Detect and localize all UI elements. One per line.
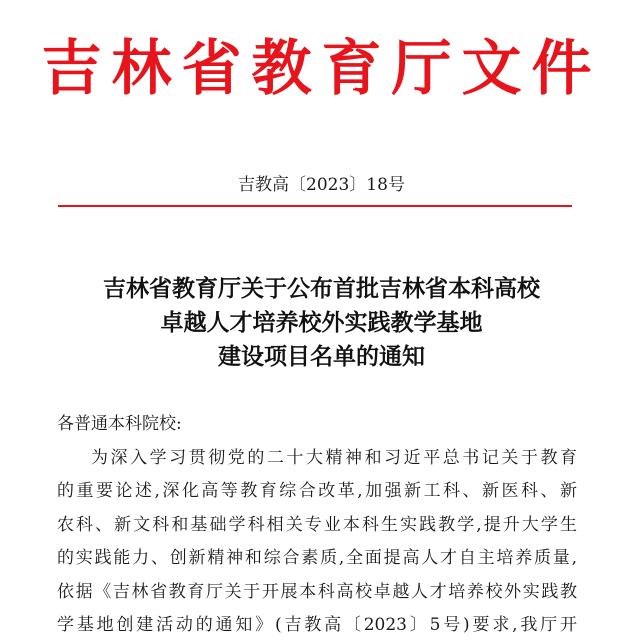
document-title [0,272,643,374]
document-number: 吉教高〔2023〕18号 [238,175,405,195]
body-line-6: 学基地创建活动的通知》(吉教高〔2023〕5号)要求,我厅开 [57,615,577,635]
salutation: 各普通本科院校: [57,414,182,434]
red-separator-line [58,205,572,207]
body-line-5: 依据《吉林省教育厅关于开展本科高校卓越人才培养校外实践教 [57,581,577,602]
title-line-3: 建设项目名单的通知 [218,344,425,370]
body-line-1: 为深入学习贯彻党的二十大精神和习近平总书记关于教育 [91,447,577,468]
title-line-2: 卓越人才培养校外实践教学基地 [160,310,483,336]
document-masthead: 吉林省教育厅文件 [41,34,602,104]
body-line-2: 的重要论述,深化高等教育综合改革,加强新工科、新医科、新 [57,481,577,501]
body-line-3: 农科、新文科和基础学科相关专业本科生实践教学,提升大学生 [57,514,577,535]
title-line-1: 吉林省教育厅关于公布首批吉林省本科高校 [103,276,540,302]
body-line-4: 的实践能力、创新精神和综合素质,全面提高人才自主培养质量, [57,548,577,568]
document-body [57,408,577,643]
